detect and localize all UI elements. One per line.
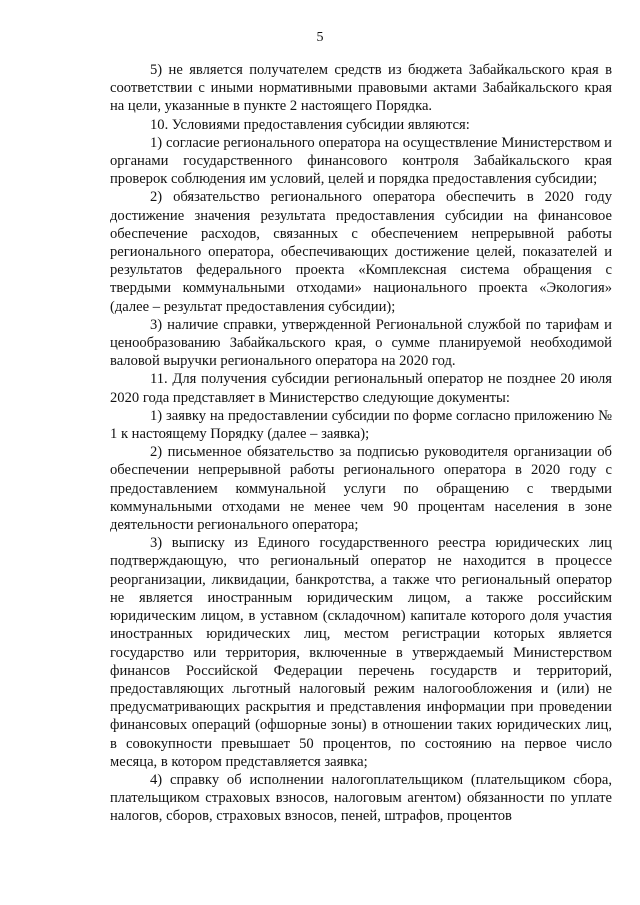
paragraph-item-5-budget: 5) не является получателем средств из бюджета Забайкальского края в соответствии с иными нормативными правовыми актами Забайкальского края на цели, указанные в пункте 2 настоящего Порядка. <box>110 62 612 115</box>
paragraph-section-11-heading: 11. Для получения субсидии региональный оператор не позднее 20 июля 2020 года представляет в Министерство следующие документы: <box>110 371 612 406</box>
paragraph-condition-1-consent: 1) согласие регионального оператора на осуществление Министерством и органами государственного финансового контроля Забайкальского края проверок соблюдения им условий, целей и порядка предоставления субсидии; <box>110 134 612 188</box>
paragraph-document-1-application: 1) заявку на предоставлении субсидии по форме согласно приложению № 1 к настоящему Порядку (далее – заявка); <box>110 407 612 443</box>
paragraph-section-10-heading: 10. Условиями предоставления субсидии являются: <box>150 116 470 133</box>
paragraph-document-3-registry-extract: 3) выписку из Единого государственного реестра юридических лиц подтверждающую, что региональный оператор не находится в процессе реорганизации, ликвидации, банкротства, а также что региональный оператор не является иностранным юридическим лицом, а также российским юридическим лицом, в уставном (складочном) капитале которого доля участия иностранных юридических лиц, местом регистрации которых является государство или территория, включенные в утверждаемый Министерством финансов Российской Федерации перечень государств и территорий, предоставляющих льготный налоговый режим налогообложения и (или) не предусматривающих раскрытия и представления информации при проведении финансовых операций (офшорные зоны) в отношении таких юридических лиц, в совокупности превышает 50 процентов, по состоянию на первое число месяца, в котором представляется заявка; <box>110 535 612 770</box>
paragraph-document-4-tax-certificate: 4) справку об исполнении налогоплательщиком (плательщиком сбора, плательщиком страховых взносов, налоговым агентом) обязанности по уплате налогов, сборов, страховых взносов, пеней, штрафов, процентов <box>110 771 612 825</box>
document-body <box>110 61 612 826</box>
paragraph-document-2-written-obligation: 2) письменное обязательство за подписью руководителя организации об обеспечении непрерывной работы регионального оператора в 2020 году с предоставлением коммунальной услуги по обращению с твердыми коммунальными отходами не менее чем 90 процентам населения в зоне деятельности регионального оператора; <box>110 444 612 534</box>
page-number: 5 <box>316 30 324 45</box>
paragraph-condition-2-obligation: 2) обязательство регионального оператора обеспечить в 2020 году достижение значения результата предоставления субсидии на финансовое обеспечение расходов, связанных с обеспечением непрерывной работы регионального оператора, обеспечивающих достижение целей, показателей и результатов федерального проекта «Комплексная система обращения с твердыми коммунальными отходами» национального проекта «Экология» (далее – результат предоставления субсидии); <box>110 189 612 315</box>
paragraph-condition-3-certificate: 3) наличие справки, утвержденной Региональной службой по тарифам и ценообразованию Забайкальского края, о сумме планируемой необходимой валовой выручки регионального оператора на 2020 год. <box>110 316 612 370</box>
